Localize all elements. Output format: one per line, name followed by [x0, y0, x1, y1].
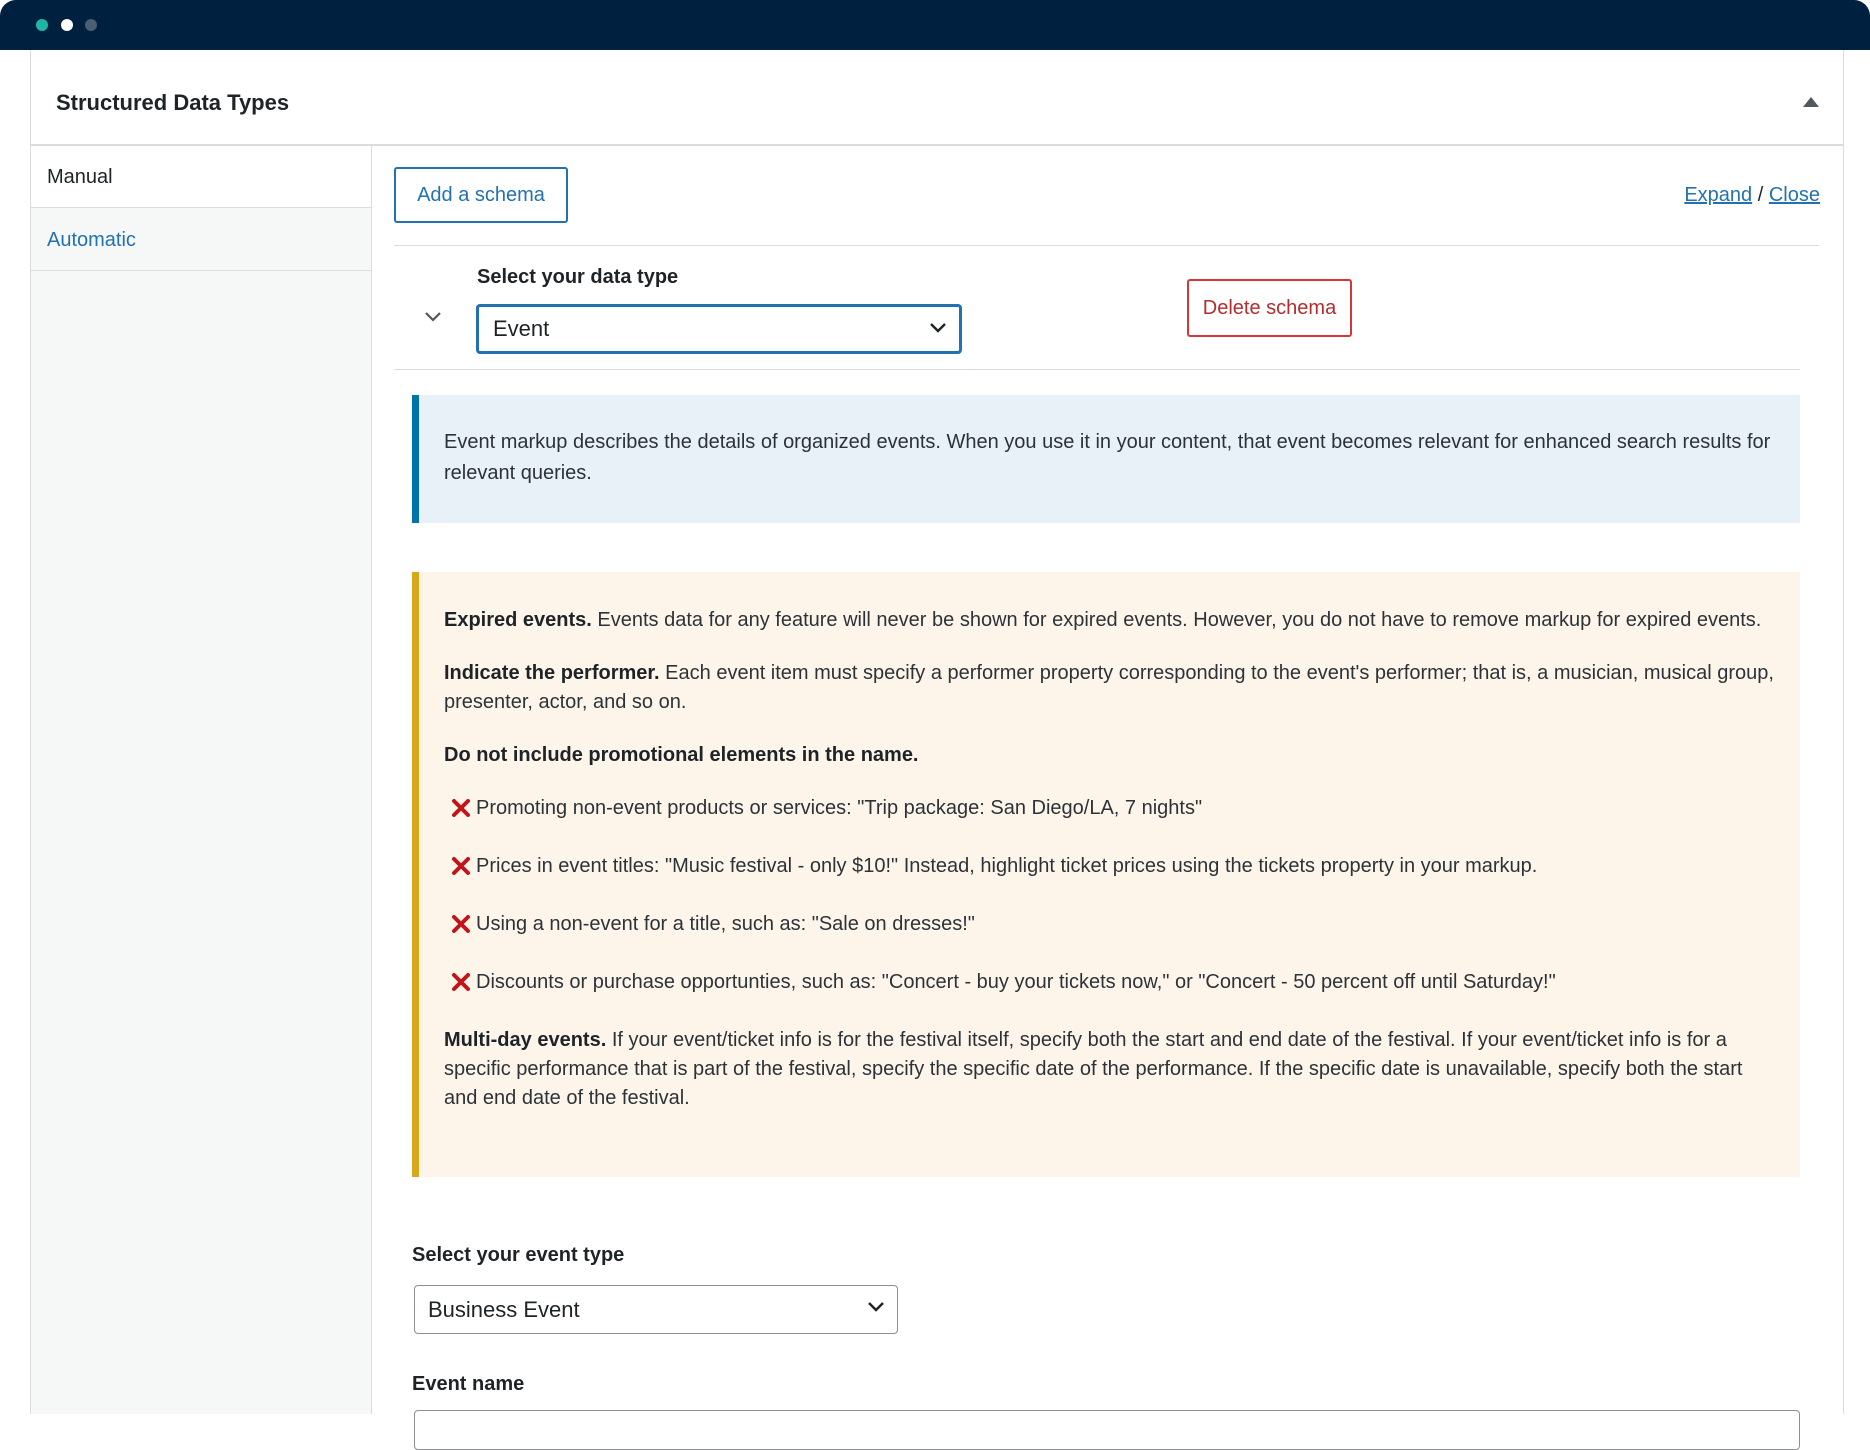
multiday-text: If your event/ticket info is for the festival itself, specify both the start and end date of the festival. If your event/ticket info is for a specific performance that is part of the festival, specify the specific date of the performance. If the specific date is unavailable, specify both the start and end date of the festival.: [444, 1029, 1743, 1109]
expand-link[interactable]: Expand: [1684, 184, 1753, 206]
sidebar: [31, 146, 372, 1414]
warning-notice: [412, 572, 1800, 1177]
bad-example-item: [444, 910, 1775, 938]
event-type-label: Select your event type: [412, 1244, 625, 1266]
divider: [394, 245, 1819, 246]
sidebar-item-automatic[interactable]: Automatic: [31, 209, 371, 271]
data-type-label: Select your data type: [477, 266, 679, 288]
performer-text: Each event item must specify a performer property corresponding to the event's performer; that is, a musician, musical group, presenter, actor, and so on.: [444, 662, 1774, 713]
multiday-title: Multi-day events.: [444, 1029, 607, 1051]
window-close-control[interactable]: [36, 19, 48, 31]
delete-schema-button[interactable]: Delete schema: [1187, 279, 1352, 337]
red-x-icon: [450, 855, 472, 877]
panel-title: Structured Data Types: [56, 90, 290, 115]
bad-example-text: Discounts or purchase opportunties, such as: "Concert - buy your tickets now," or "Concert - 50 percent off until Saturday!": [476, 970, 1556, 993]
expired-events-paragraph: [444, 606, 1775, 635]
expired-events-title: Expired events.: [444, 609, 592, 631]
chevron-down-icon: [867, 1300, 885, 1314]
event-name-input[interactable]: [414, 1410, 1800, 1450]
window-titlebar: [0, 0, 1870, 50]
multiday-paragraph: [444, 1026, 1775, 1113]
divider: [394, 369, 1800, 370]
expired-events-text: Events data for any feature will never be shown for expired events. However, you do not have to remove markup for expired events.: [591, 609, 1762, 631]
promo-title: Do not include promotional elements in the name.: [444, 744, 919, 766]
chevron-down-icon: [929, 321, 947, 335]
performer-paragraph: [444, 659, 1775, 717]
bad-example-item: [444, 852, 1775, 880]
red-x-icon: [450, 913, 472, 935]
window-maximize-control[interactable]: [85, 19, 97, 31]
chevron-down-icon[interactable]: [425, 309, 441, 325]
panel-header[interactable]: [31, 50, 1843, 146]
event-type-select[interactable]: [414, 1285, 898, 1334]
event-type-value: Business Event: [428, 1297, 580, 1322]
add-schema-button[interactable]: Add a schema: [394, 167, 568, 223]
expand-close-links: [1684, 184, 1820, 207]
bad-example-item: [444, 794, 1775, 822]
collapse-arrow-icon[interactable]: [1803, 97, 1819, 107]
bad-example-text: Prices in event titles: "Music festival - only $10!" Instead, highlight ticket prices using the tickets property in your markup.: [476, 854, 1538, 877]
bad-example-text: Promoting non-event products or services: "Trip package: San Diego/LA, 7 nights": [476, 796, 1203, 819]
data-type-select[interactable]: [476, 304, 962, 354]
info-notice: Event markup describes the details of organized events. When you use it in your content, that event becomes relevant for enhanced search results for relevant queries.: [412, 395, 1800, 523]
sidebar-item-manual[interactable]: Manual: [31, 146, 371, 208]
close-link[interactable]: Close: [1768, 184, 1820, 206]
red-x-icon: [450, 971, 472, 993]
bad-example-item: [444, 968, 1775, 996]
bad-example-text: Using a non-event for a title, such as: "Sale on dresses!": [476, 912, 975, 935]
promo-paragraph: [444, 741, 1775, 770]
expand-close-separator: /: [1757, 184, 1764, 206]
window-minimize-control[interactable]: [61, 19, 73, 31]
performer-title: Indicate the performer.: [444, 662, 660, 684]
red-x-icon: [450, 797, 472, 819]
data-type-value: Event: [493, 316, 550, 341]
event-name-label: Event name: [412, 1373, 525, 1395]
